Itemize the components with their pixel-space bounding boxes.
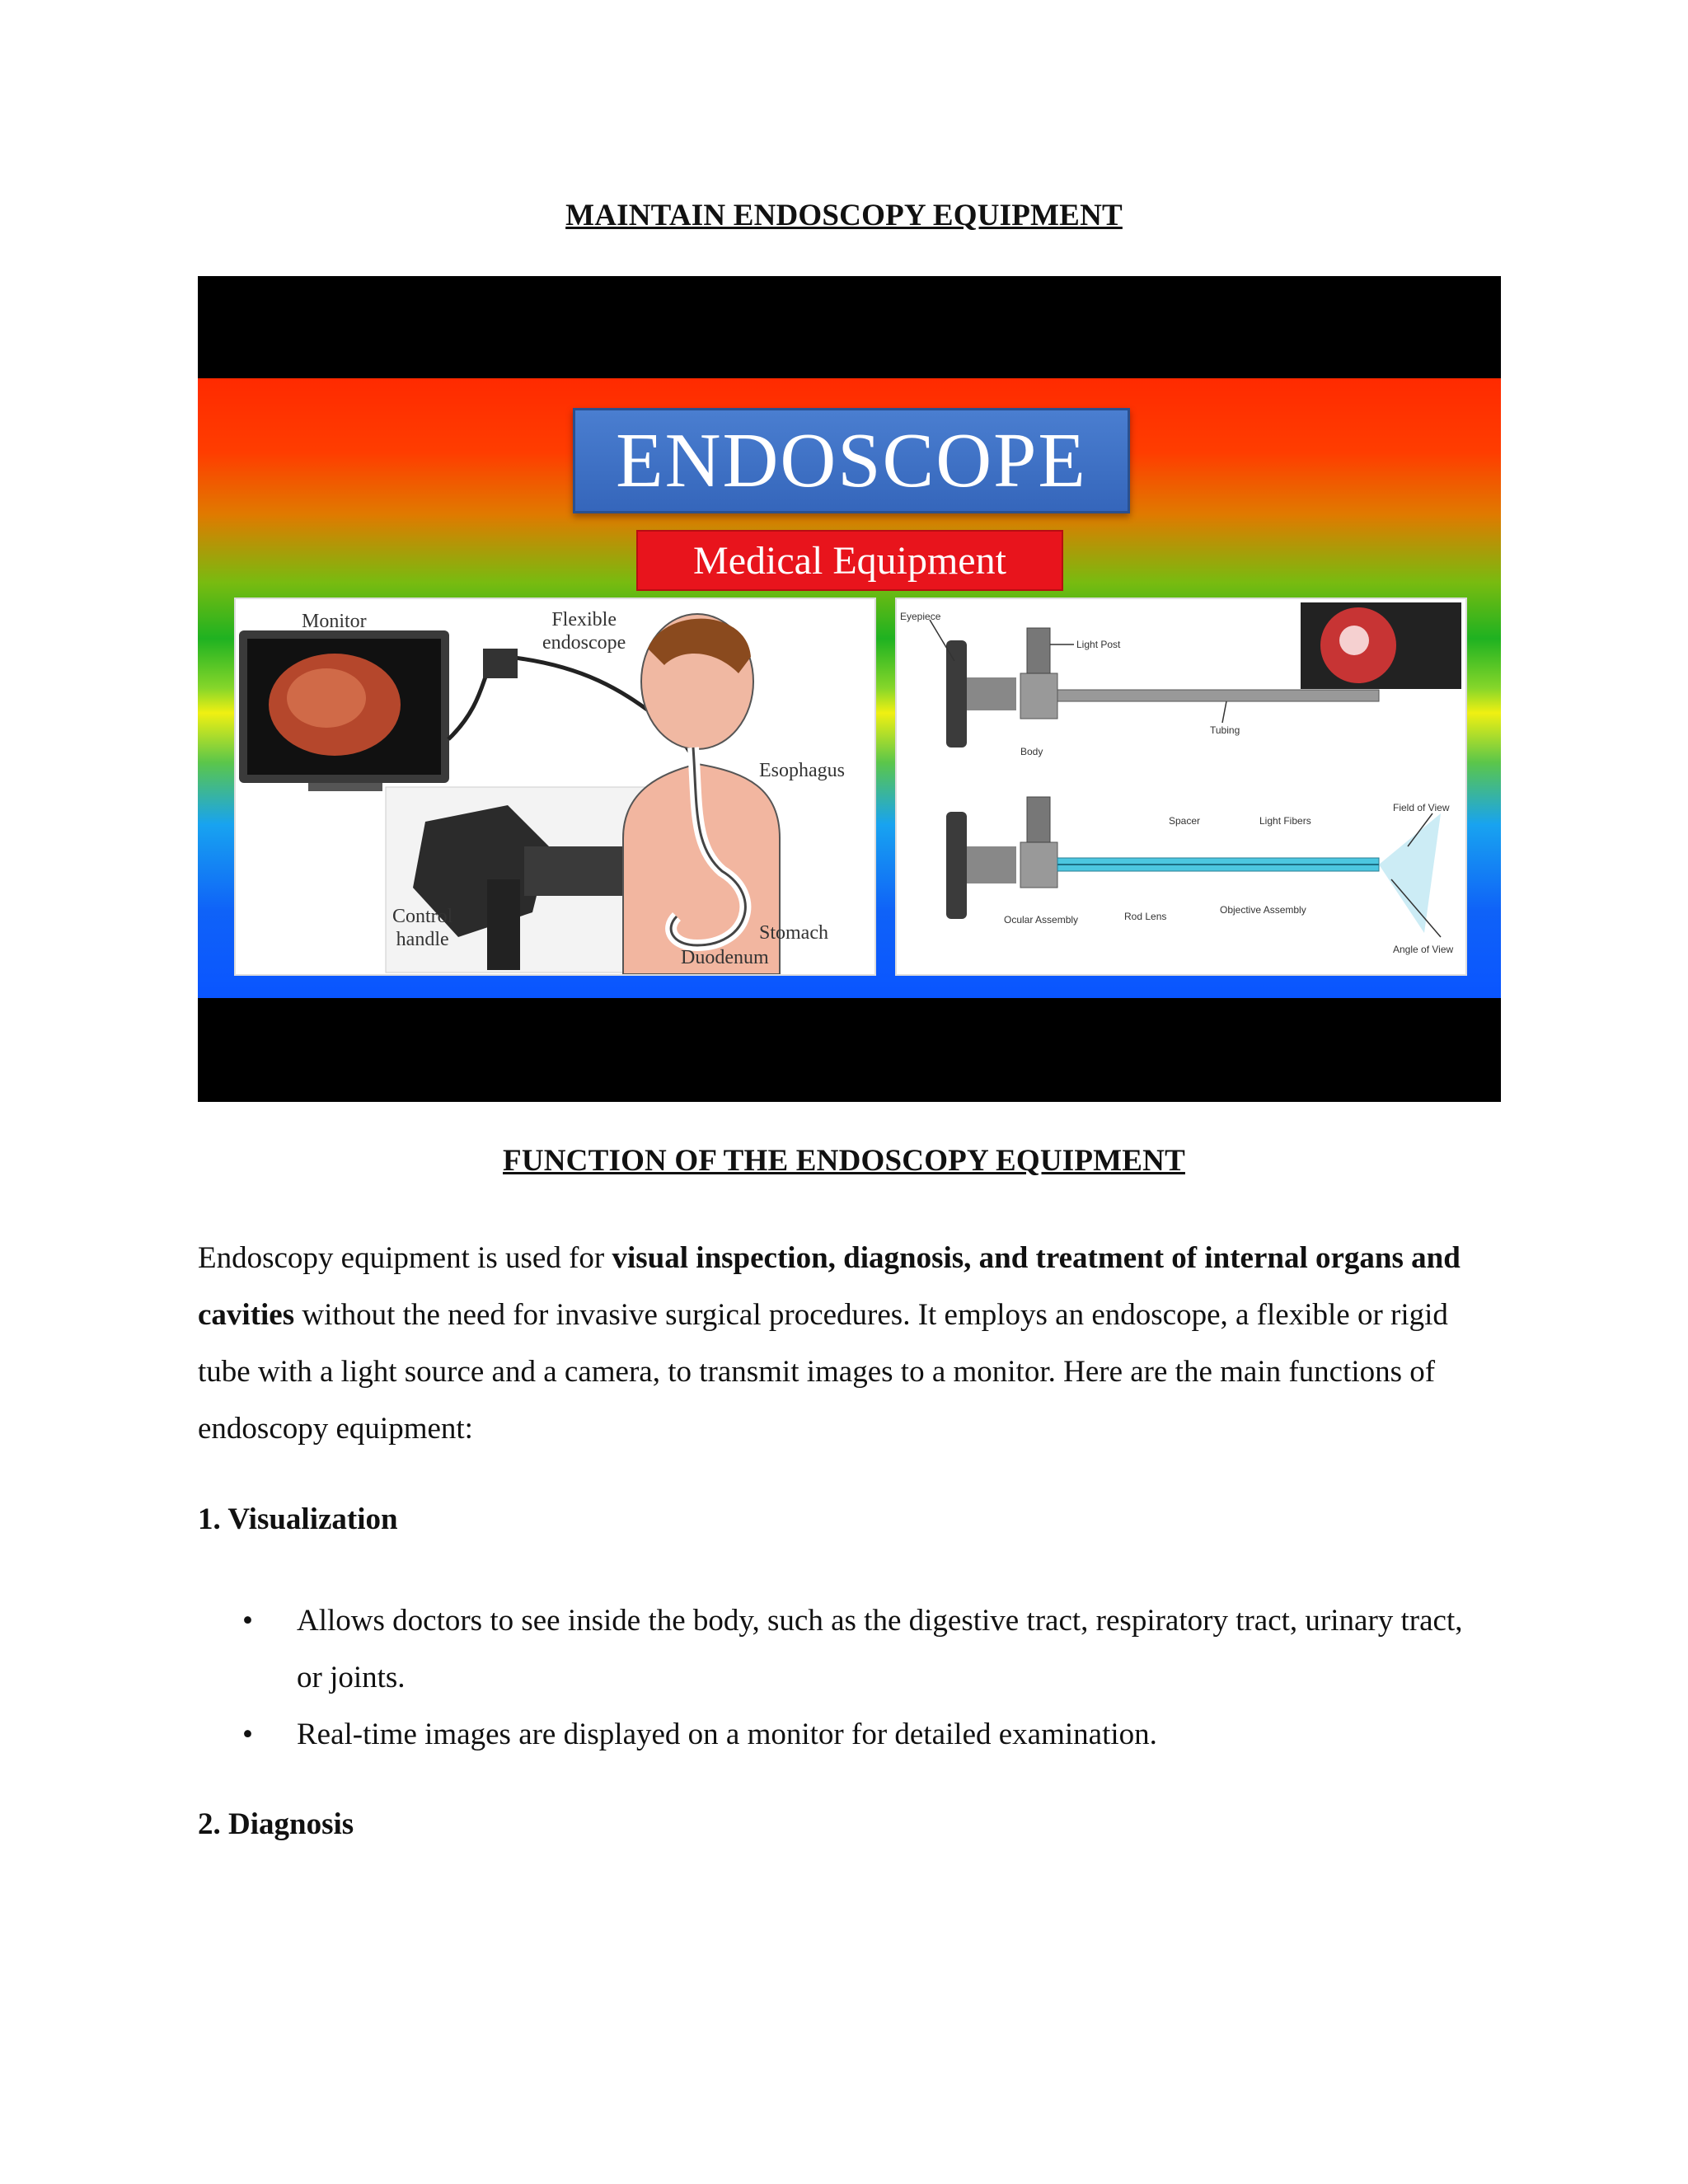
label-tubing: Tubing — [1210, 724, 1240, 736]
document-title: MAINTAIN ENDOSCOPY EQUIPMENT — [565, 199, 1123, 232]
rigid-endoscope-panel — [895, 598, 1467, 976]
intro-paragraph — [198, 1230, 1500, 1457]
banner-subtitle: Medical Equipment — [636, 530, 1063, 591]
endoscope-banner-image — [198, 276, 1501, 1102]
section-title: FUNCTION OF THE ENDOSCOPY EQUIPMENT — [503, 1144, 1185, 1178]
label-field-of-view: Field of View — [1393, 802, 1450, 813]
label-control-handle: Control handle — [392, 906, 453, 950]
heading-diagnosis: 2. Diagnosis — [198, 1807, 354, 1841]
bullet-item — [242, 1706, 1467, 1763]
flexible-endoscope-panel — [234, 598, 876, 976]
intro-text-bold: visual inspection, diagnosis, and treatment of internal organs and cavities — [198, 1241, 1461, 1332]
label-flexible-endoscope: Flexible endoscope — [542, 609, 626, 654]
bullet-dot: • — [242, 1604, 253, 1638]
label-spacer: Spacer — [1169, 815, 1201, 827]
flexible-endoscope-illustration — [236, 599, 874, 974]
heading-visualization: 1. Visualization — [198, 1502, 398, 1536]
label-stomach: Stomach — [759, 922, 828, 944]
bullet-text: Allows doctors to see inside the body, such as the digestive tract, respiratory tract, urinary tract, or joints. — [297, 1604, 1463, 1694]
label-esophagus: Esophagus — [759, 760, 845, 781]
scope-head-icon — [483, 649, 518, 678]
label-angle-of-view: Angle of View — [1393, 944, 1454, 955]
banner-title: ENDOSCOPE — [573, 408, 1130, 513]
label-objective-assembly: Objective Assembly — [1220, 904, 1306, 916]
label-monitor: Monitor — [302, 611, 367, 632]
label-rod-lens: Rod Lens — [1124, 911, 1167, 922]
intro-text-2: without the need for invasive surgical procedures. It employs an endoscope, a flexible or rigid tube with a light source and a camera, to transmit images to a monitor. Here are the main functions of endoscopy equipment: — [198, 1298, 1448, 1446]
bullet-item — [242, 1592, 1467, 1706]
label-light-fibers: Light Fibers — [1259, 815, 1311, 827]
field-of-view-icon — [1379, 813, 1441, 933]
eyepiece-icon — [946, 640, 967, 748]
label-eyepiece: Eyepiece — [900, 611, 941, 622]
label-ocular-assembly: Ocular Assembly — [1004, 914, 1079, 926]
bullet-text: Real-time images are displayed on a monitor for detailed examination. — [297, 1718, 1157, 1751]
rigid-endoscope-illustration — [897, 599, 1465, 974]
label-body: Body — [1020, 746, 1043, 757]
intro-text-1: Endoscopy equipment is used for — [198, 1241, 612, 1275]
bullet-dot: • — [242, 1718, 253, 1751]
label-duodenum: Duodenum — [681, 947, 769, 968]
label-light-post: Light Post — [1076, 639, 1121, 650]
